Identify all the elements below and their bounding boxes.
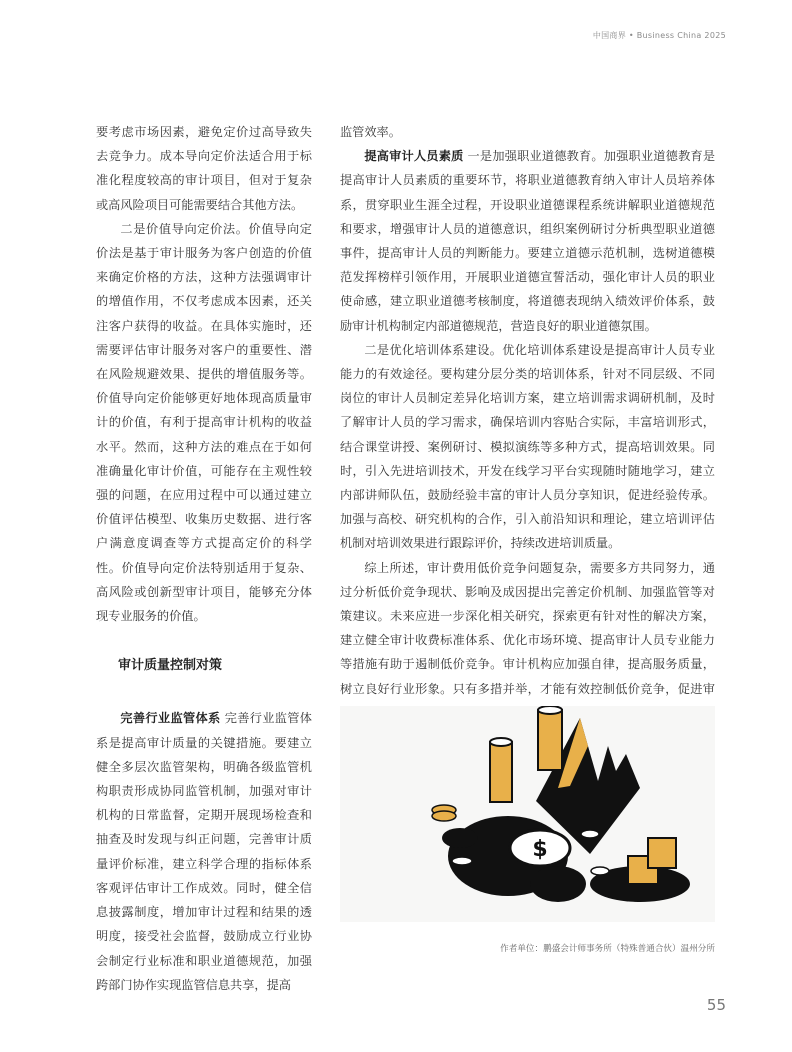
coin-icon	[432, 811, 456, 821]
left-column	[96, 120, 312, 997]
paragraph: 监管效率。	[340, 125, 401, 139]
barrel-top	[490, 738, 512, 746]
coin-icon	[581, 830, 599, 838]
shadow-blob	[442, 828, 478, 848]
illustration-svg	[340, 706, 715, 922]
illustration-coins-barrels	[340, 706, 715, 922]
barrel-icon	[648, 838, 676, 868]
barrel-icon	[538, 710, 562, 770]
paragraph-text: 综上所述，审计费用低价竞争问题复杂，需要多方共同努力，通过分析低价竞争现状、影响及成因提出完善定价机制、加强监管等对策建议。未来应进一步深化相关研究，探索更有针对性的解决方案，建立健全审计收费标准体系、优化市场环境、提高审计人员专业能力等措施有助于遏制低价竞争。审计机构应加强自律，提高服务质量，树立良好行业形象。只有多措并举，才能有效控制低价竞争，促进审	[340, 560, 715, 696]
paragraph-text: 完善行业监管体系是提高审计质量的关键措施。要建立健全多层次监管架构，明确各级监管机构职责形成协同监管机制，加强对审计机构的日常监督，定期开展现场检查和抽查及时发现与纠正问题，完善审计质量评价标准，建立科学合理的指标体系客观评估审计工作成效。同时，健全信息披露制度，增加审计过程和结果的透明度，接受社会监督，鼓励成立行业协会制定行业标准和职业道德规范，加强跨部门协作实现监管信息共享，提高	[96, 711, 312, 992]
running-header: 中国商界 • Business China 2025	[592, 31, 726, 40]
barrel-icon	[490, 742, 512, 802]
paragraph: 要考虑市场因素，避免定价过高导致失去竞争力。成本导向定价法适合用于标准化程度较高的审计项目，但对于复杂或高风险项目可能需要结合其他方法。	[96, 125, 312, 212]
author-affiliation: 作者单位：鹏盛会计师事务所（特殊普通合伙）温州分所	[500, 944, 715, 954]
paragraph: 二是优化培训体系建设。优化培训体系建设是提高审计人员专业能力的有效途径。要构建分层分类的培训体系，针对不同层级、不同岗位的审计人员制定差异化培训方案，建立培训需求调研机制，及时了解审计人员的学习需求，确保培训内容贴合实际，丰富培训形式，结合课堂讲授、案例研讨、模拟演练等多种方式，提高培训效果。同时，引入先进培训技术，开发在线学习平台实现随时随地学习，建立内部讲师队伍，鼓励经验丰富的审计人员分享知识，促进经验传承。加强与高校、研究机构的合作，引入前沿知识和理论，建立培训评估机制对培训效果进行跟踪评价，持续改进培训质量。	[340, 342, 715, 551]
coin-icon	[452, 857, 472, 865]
paragraph	[96, 706, 312, 996]
page-number: 55	[706, 996, 726, 1014]
paragraph: 二是价值导向定价法。价值导向定价法是基于审计服务为客户创造的价值来确定价格的方法，这种方法强调审计的增值作用，不仅考虑成本因素，还关注客户获得的收益。在具体实施时，还需要评估审计服务对客户的重要性、潜在风险规避效果、提供的增值服务等。价值导向定价能够更好地体现高质量审计的价值，有利于提高审计机构的收益水平。然而，这种方法的难点在于如何准确量化审计价值，可能存在主观性较强的问题，在应用过程中可以通过建立价值评估模型、收集历史数据、进行客户满意度调查等方式提高定价的科学性。价值导向定价法特别适用于复杂、高风险或创新型审计项目，能够充分体现专业服务的价值。	[96, 221, 312, 624]
dollar-sign-icon: $	[532, 837, 548, 862]
section-heading: 审计质量控制对策	[118, 658, 223, 674]
shadow-blob	[530, 866, 586, 902]
sub-heading: 提高审计人员素质	[364, 149, 464, 164]
right-column	[340, 120, 715, 749]
paragraph	[340, 144, 715, 338]
barrel-top	[538, 706, 562, 714]
sub-heading: 完善行业监管体系	[120, 711, 221, 726]
paragraph-text: 一是加强职业道德教育。加强职业道德教育是提高审计人员素质的重要环节，将职业道德教育纳入审计人员培养体系，贯穿职业生涯全过程，开设职业道德课程系统讲解职业道德规范和要求，增强审计人员的道德意识，组织案例研讨分析典型职业道德事件，提高审计人员的判断能力。要建立道德示范机制，选树道德模范发挥榜样引领作用，开展职业道德宣誓活动，强化审计人员的职业使命感，建立职业道德考核制度，将道德表现纳入绩效评价体系，鼓励审计机构制定内部道德规范，营造良好的职业道德氛围。	[340, 149, 716, 333]
coin-icon	[591, 867, 609, 875]
